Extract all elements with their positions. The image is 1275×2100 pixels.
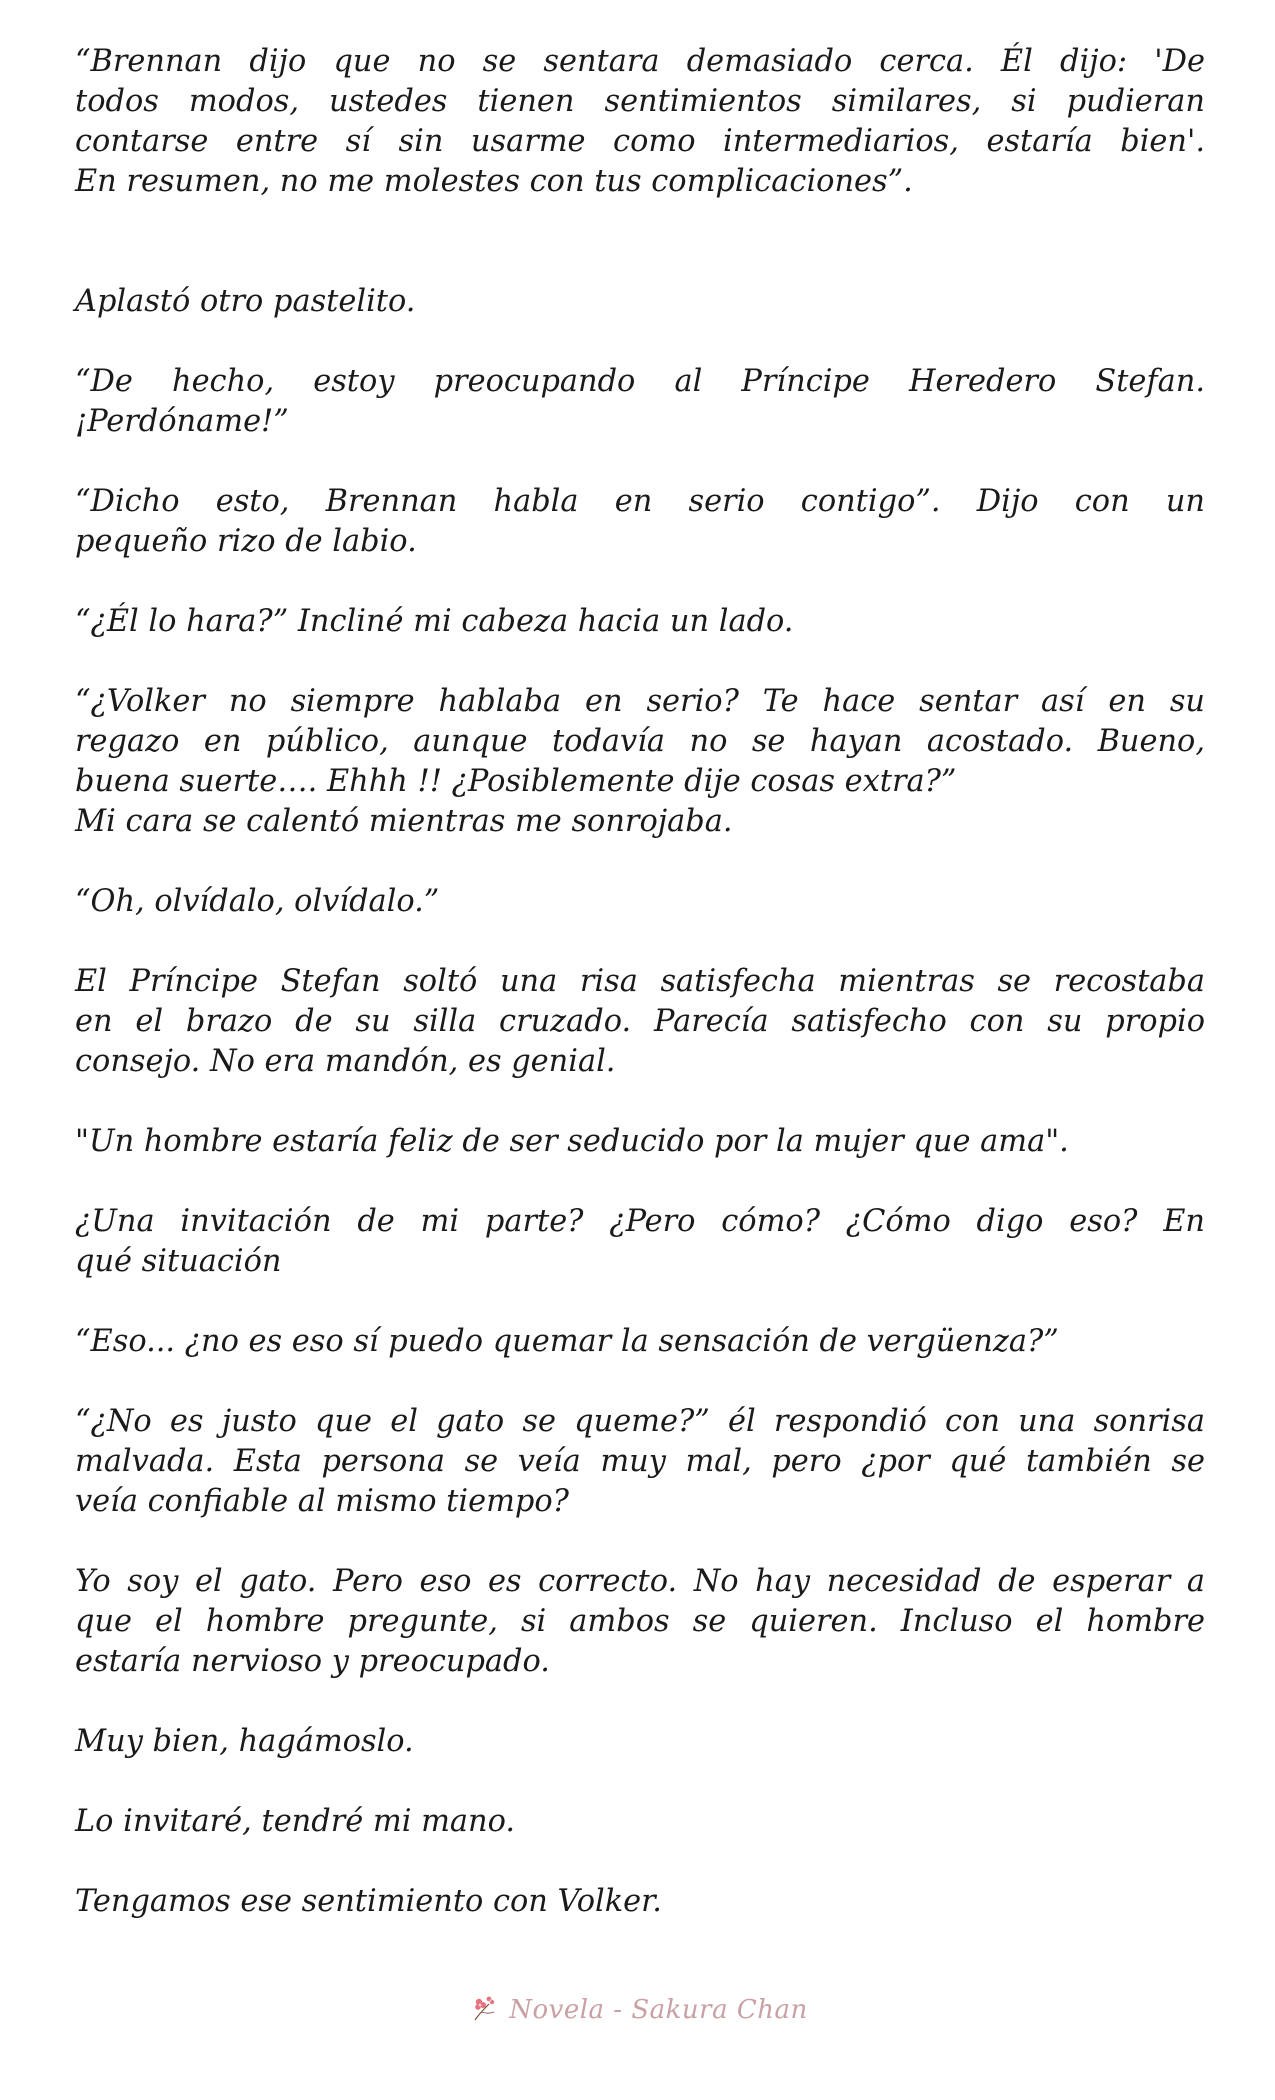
paragraph: [75, 1202, 1205, 1282]
footer-text: Novela - Sakura Chan: [509, 1995, 808, 2025]
paragraph: [75, 282, 1205, 322]
paragraph: [75, 882, 1205, 922]
footer-watermark: [0, 1992, 1275, 2036]
document-page: [75, 0, 1205, 2100]
paragraph: [75, 802, 1205, 842]
paragraph: [75, 1882, 1205, 1922]
paragraph: [75, 1402, 1205, 1522]
text-line: Mi cara se calentó mientras me sonrojaba.: [75, 804, 733, 839]
paragraph: [75, 602, 1205, 642]
text-line: Yo soy el gato. Pero eso es correcto. No hay necesidad de esperar a: [75, 1564, 1205, 1599]
paragraph: [75, 482, 1205, 562]
text-line: El Príncipe Stefan soltó una risa satisfecha mientras se recostaba: [75, 964, 1205, 999]
text-line: "Un hombre estaría feliz de ser seducido por la mujer que ama".: [75, 1124, 1069, 1159]
text-line: pequeño rizo de labio.: [75, 524, 417, 559]
text-line: “¿Él lo hara?” Incliné mi cabeza hacia un lado.: [75, 604, 794, 639]
paragraph: [75, 1722, 1205, 1762]
text-line: “Dicho esto, Brennan habla en serio contigo”. Dijo con un: [75, 484, 1205, 519]
paragraph: [75, 1562, 1205, 1682]
text-line: Tengamos ese sentimiento con Volker.: [75, 1884, 662, 1919]
text-line: contarse entre sí sin usarme como intermediarios, estaría bien'.: [75, 124, 1205, 159]
text-line: consejo. No era mandón, es genial.: [75, 1044, 616, 1079]
paragraph: [75, 962, 1205, 1082]
text-line: malvada. Esta persona se veía muy mal, pero ¿por qué también se: [75, 1444, 1205, 1479]
text-line: “¿Volker no siempre hablaba en serio? Te hace sentar así en su: [75, 684, 1205, 719]
text-line: “Brennan dijo que no se sentara demasiado cerca. Él dijo: 'De: [75, 44, 1205, 79]
text-line: En resumen, no me molestes con tus complicaciones”.: [75, 164, 913, 199]
text-line: “¿No es justo que el gato se queme?” él respondió con una sonrisa: [75, 1404, 1205, 1439]
text-line: todos modos, ustedes tienen sentimientos similares, si pudieran: [75, 84, 1205, 119]
paragraph: [75, 1802, 1205, 1842]
text-line: “Eso... ¿no es eso sí puedo quemar la sensación de vergüenza?”: [75, 1324, 1059, 1359]
text-line: “Oh, olvídalo, olvídalo.”: [75, 884, 440, 919]
text-line: Lo invitaré, tendré mi mano.: [75, 1804, 516, 1839]
text-line: regazo en público, aunque todavía no se hayan acostado. Bueno,: [75, 724, 1205, 759]
text-line: Muy bien, hagámoslo.: [75, 1724, 414, 1759]
text-line: estaría nervioso y preocupado.: [75, 1644, 550, 1679]
text-line: que el hombre pregunte, si ambos se quieren. Incluso el hombre: [75, 1604, 1205, 1639]
paragraph: [75, 42, 1205, 202]
text-line: qué situación: [75, 1244, 282, 1279]
cherry-blossom-icon: [467, 1992, 503, 2028]
text-line: ¡Perdóname!”: [75, 404, 289, 439]
paragraph: [75, 682, 1205, 802]
text-line: Aplastó otro pastelito.: [75, 284, 416, 319]
text-line: ¿Una invitación de mi parte? ¿Pero cómo? ¿Cómo digo eso? En: [75, 1204, 1205, 1239]
paragraph: [75, 1322, 1205, 1362]
text-line: buena suerte…. Ehhh !! ¿Posiblemente dije cosas extra?”: [75, 764, 957, 799]
text-line: en el brazo de su silla cruzado. Parecía satisfecho con su propio: [75, 1004, 1205, 1039]
paragraph: [75, 362, 1205, 442]
text-line: veía confiable al mismo tiempo?: [75, 1484, 569, 1519]
paragraph: [75, 1122, 1205, 1162]
text-line: “De hecho, estoy preocupando al Príncipe Heredero Stefan.: [75, 364, 1205, 399]
